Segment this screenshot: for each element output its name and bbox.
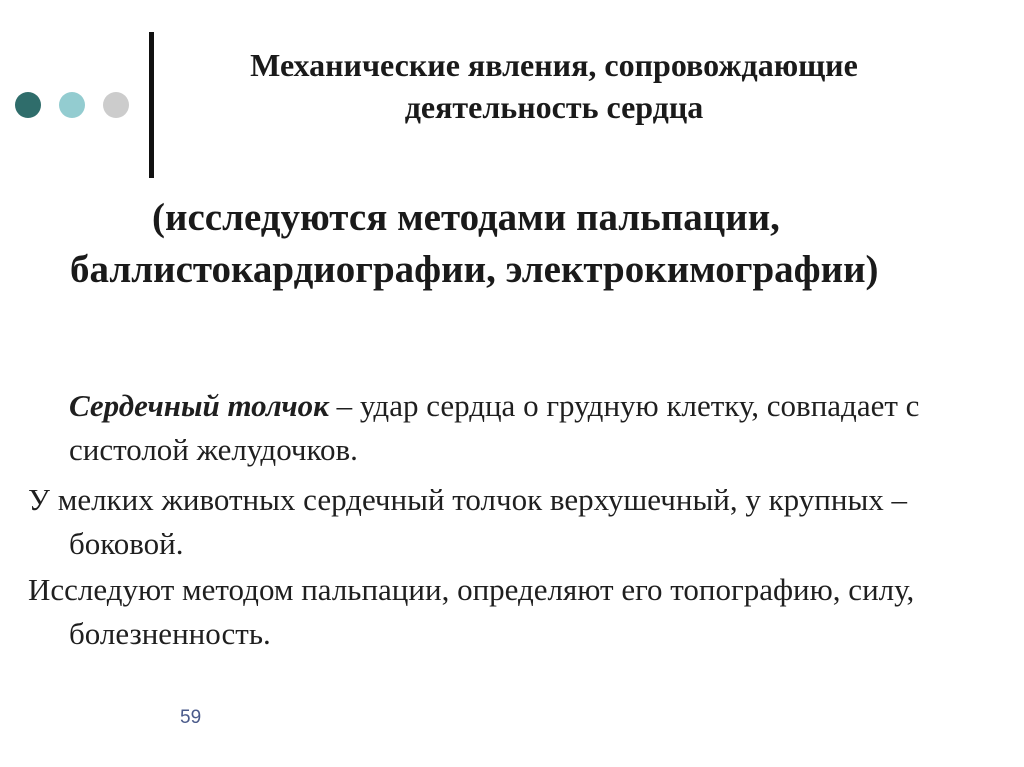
animals-line-1: У мелких животных сердечный толчок верхушечный, у крупных –: [28, 482, 908, 517]
animals-line-2: боковой.: [69, 526, 184, 561]
paragraph-animals: [28, 478, 1014, 566]
term-heart-impulse: Сердечный толчок: [69, 388, 329, 423]
method-line-1: Исследуют методом пальпации, определяют его топографию, силу,: [28, 572, 915, 607]
methods-line-2: баллистокардиографии, электрокимографии): [70, 248, 879, 291]
decor-dot-gray: [103, 92, 129, 118]
method-line-2: болезненность.: [69, 616, 271, 651]
methods-subtitle: [70, 192, 1015, 296]
heart-impulse-definition: – удар сердца о грудную клетку, совпадает с систолой желудочков.: [69, 388, 920, 467]
slide-title-line-2: деятельность сердца: [404, 89, 704, 125]
paragraph-method: [28, 568, 1014, 656]
title-divider: [149, 32, 154, 178]
slide-title: [166, 44, 942, 128]
paragraph-heart-impulse: [69, 384, 1014, 472]
decor-dot-dark: [15, 92, 41, 118]
slide-title-line-1: Механические явления, сопровождающие: [250, 47, 858, 83]
decor-dot-light: [59, 92, 85, 118]
page-number: 59: [180, 707, 202, 728]
methods-line-1: (исследуются методами пальпации,: [152, 196, 780, 239]
